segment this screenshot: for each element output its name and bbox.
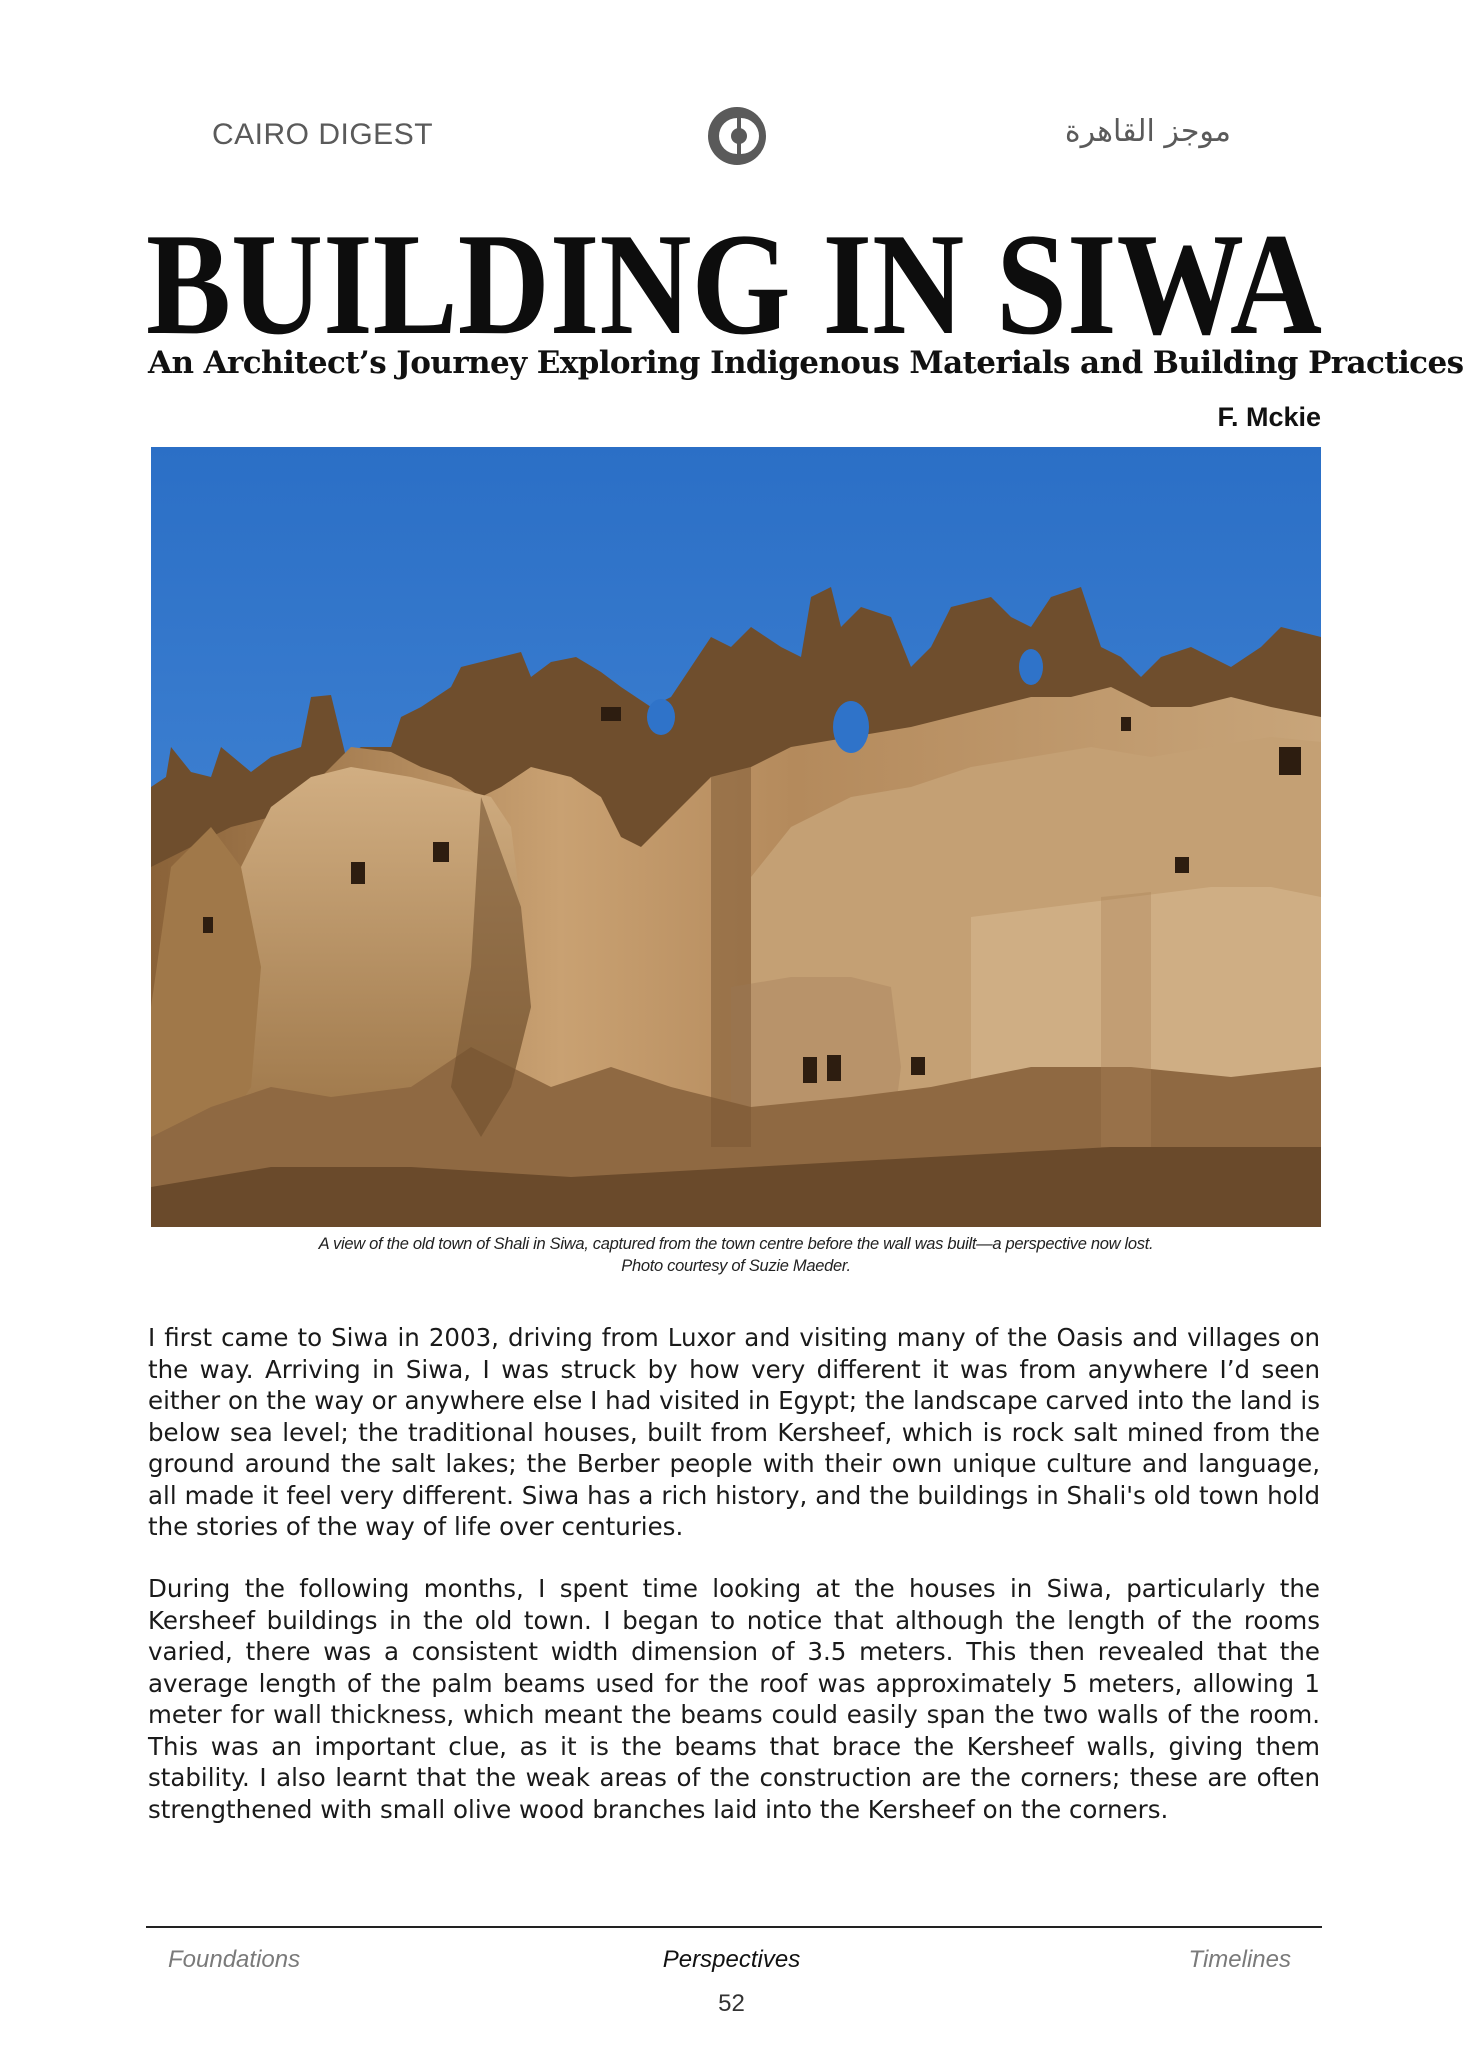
masthead-left: CAIRO DIGEST (212, 118, 434, 151)
footer-link-timelines[interactable]: Timelines (1188, 1946, 1291, 1973)
body-paragraph-2: During the following months, I spent time looking at the houses in Siwa, particularly the Kersheef buildings in the old town. I began to notice that although the length of the rooms varied, there was a consistent width dimension of 3.5 meters. This then revealed that the average length of the palm beams used for the roof was approximately 5 meters, allowing 1 meter for wall thickness, which meant the beams could easily span the two walls of the room. This was an important clue, as it is the beams that brace the Kersheef walls, giving them stability. I also learnt that the weak areas of the construction are the corners; these are often strengthened with small olive wood branches laid into the Kersheef on the corners. (148, 1574, 1320, 1824)
author-byline: F. Mckie (1217, 402, 1321, 432)
page-number: 52 (718, 1990, 745, 2017)
footer-divider (146, 1926, 1322, 1928)
article-subtitle: An Architect’s Journey Exploring Indigenous Materials and Building Practices (148, 345, 1463, 381)
circle-phi-logo-icon (708, 107, 766, 165)
mud-brick-ruins-photo (151, 447, 1321, 1227)
photo-caption (151, 1233, 1321, 1277)
body-paragraph-1: I first came to Siwa in 2003, driving from Luxor and visiting many of the Oasis and villages on the way. Arriving in Siwa, I was struck by how very different it was from anywhere I’d seen either on the way or anywhere else I had visited in Egypt; the landscape carved into the land is below sea level; the traditional houses, built from Kersheef, which is rock salt mined from the ground around the salt lakes; the Berber people with their own unique culture and language, all made it feel very different. Siwa has a rich history, and the buildings in Shali's old town hold the stories of the way of life over centuries. (148, 1323, 1320, 1541)
article-title (146, 208, 1322, 343)
masthead-right: موجز القاهرة (1064, 114, 1231, 149)
caption-line-1: A view of the old town of Shali in Siwa, captured from the town centre before the wall was built—a perspective now lost. (318, 1235, 1154, 1253)
caption-line-2: Photo courtesy of Suzie Maeder. (621, 1257, 851, 1275)
footer-link-perspectives[interactable]: Perspectives (662, 1946, 801, 1973)
svg-text:BUILDING IN SIWA: BUILDING IN SIWA (146, 208, 1322, 343)
footer-link-foundations[interactable]: Foundations (168, 1946, 301, 1973)
